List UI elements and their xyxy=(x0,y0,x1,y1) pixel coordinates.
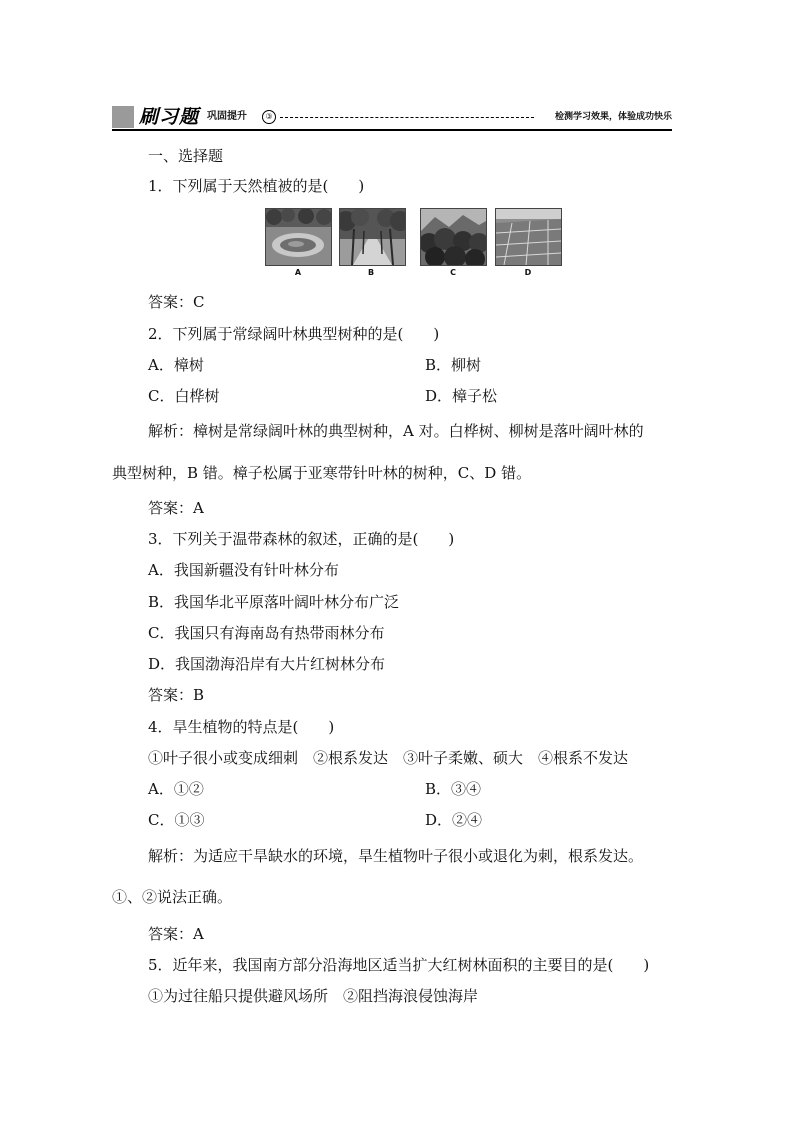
q4-option-b: B．③④ xyxy=(425,780,482,798)
header-right-text: 检测学习效果，体验成功快乐 xyxy=(554,112,672,122)
q2-answer: 答案：A xyxy=(148,499,204,517)
q1-image-b xyxy=(339,208,406,266)
q1-answer: 答案：C xyxy=(148,293,205,311)
q2-option-b: B．柳树 xyxy=(425,356,482,374)
q1-stem: 1．下列属于天然植被的是( ) xyxy=(148,177,365,195)
q4-stem: 4．旱生植物的特点是( ) xyxy=(148,718,335,736)
q3-stem: 3．下列关于温带森林的叙述，正确的是( ) xyxy=(148,530,455,548)
q2-analysis-line2: 典型树种，B 错。樟子松属于亚寒带针叶林的树种，C、D 错。 xyxy=(112,464,532,482)
q2-option-a: A．樟树 xyxy=(148,356,204,374)
q1-image-d xyxy=(495,208,562,266)
header-block xyxy=(112,106,134,128)
q3-option-b: B．我国华北平原落叶阔叶林分布广泛 xyxy=(148,593,400,611)
q2-option-d: D．樟子松 xyxy=(425,387,498,405)
q1-image-d-label: D xyxy=(524,268,532,277)
q3-option-a: A．我国新疆没有针叶林分布 xyxy=(148,561,339,579)
header-title: 刷习题 xyxy=(139,106,200,128)
q4-option-c: C．①③ xyxy=(148,811,205,829)
q4-answer: 答案：A xyxy=(148,925,204,943)
q4-analysis-line2: ①、②说法正确。 xyxy=(112,888,233,906)
q1-image-c-label: C xyxy=(450,268,456,277)
q4-option-d: D．②④ xyxy=(425,811,483,829)
q4-option-a: A．①② xyxy=(148,780,204,798)
q1-image-a-label: A xyxy=(294,268,302,277)
q5-items: ①为过往船只提供避风场所 ②阻挡海浪侵蚀海岸 xyxy=(148,987,479,1005)
header-dashed-line xyxy=(280,117,534,118)
header-subtitle: 巩固提升 xyxy=(207,111,247,122)
q5-stem: 5．近年来，我国南方部分沿海地区适当扩大红树林面积的主要目的是( ) xyxy=(148,956,650,974)
q4-analysis-line1: 解析：为适应干旱缺水的环境，旱生植物叶子很小或退化为刺，根系发达。 xyxy=(148,847,644,865)
header-rule xyxy=(112,129,672,131)
section-header xyxy=(112,106,672,128)
q1-image-c xyxy=(420,208,487,266)
header-circle-number: ③ xyxy=(262,110,276,124)
q1-image-b-label: B xyxy=(367,268,375,277)
q1-image-a xyxy=(265,208,332,266)
q3-option-d: D．我国渤海沿岸有大片红树林分布 xyxy=(148,655,386,673)
section-title: 一、选择题 xyxy=(148,147,224,165)
q3-answer: 答案：B xyxy=(148,686,205,704)
q4-items: ①叶子很小或变成细刺 ②根系发达 ③叶子柔嫩、硕大 ④根系不发达 xyxy=(148,749,629,767)
q2-stem: 2．下列属于常绿阔叶林典型树种的是( ) xyxy=(148,325,440,343)
q2-option-c: C．白桦树 xyxy=(148,387,220,405)
q3-option-c: C．我国只有海南岛有热带雨林分布 xyxy=(148,624,385,642)
q2-analysis-line1: 解析：樟树是常绿阔叶林的典型树种，A 对。白桦树、柳树是落叶阔叶林的 xyxy=(148,422,644,440)
